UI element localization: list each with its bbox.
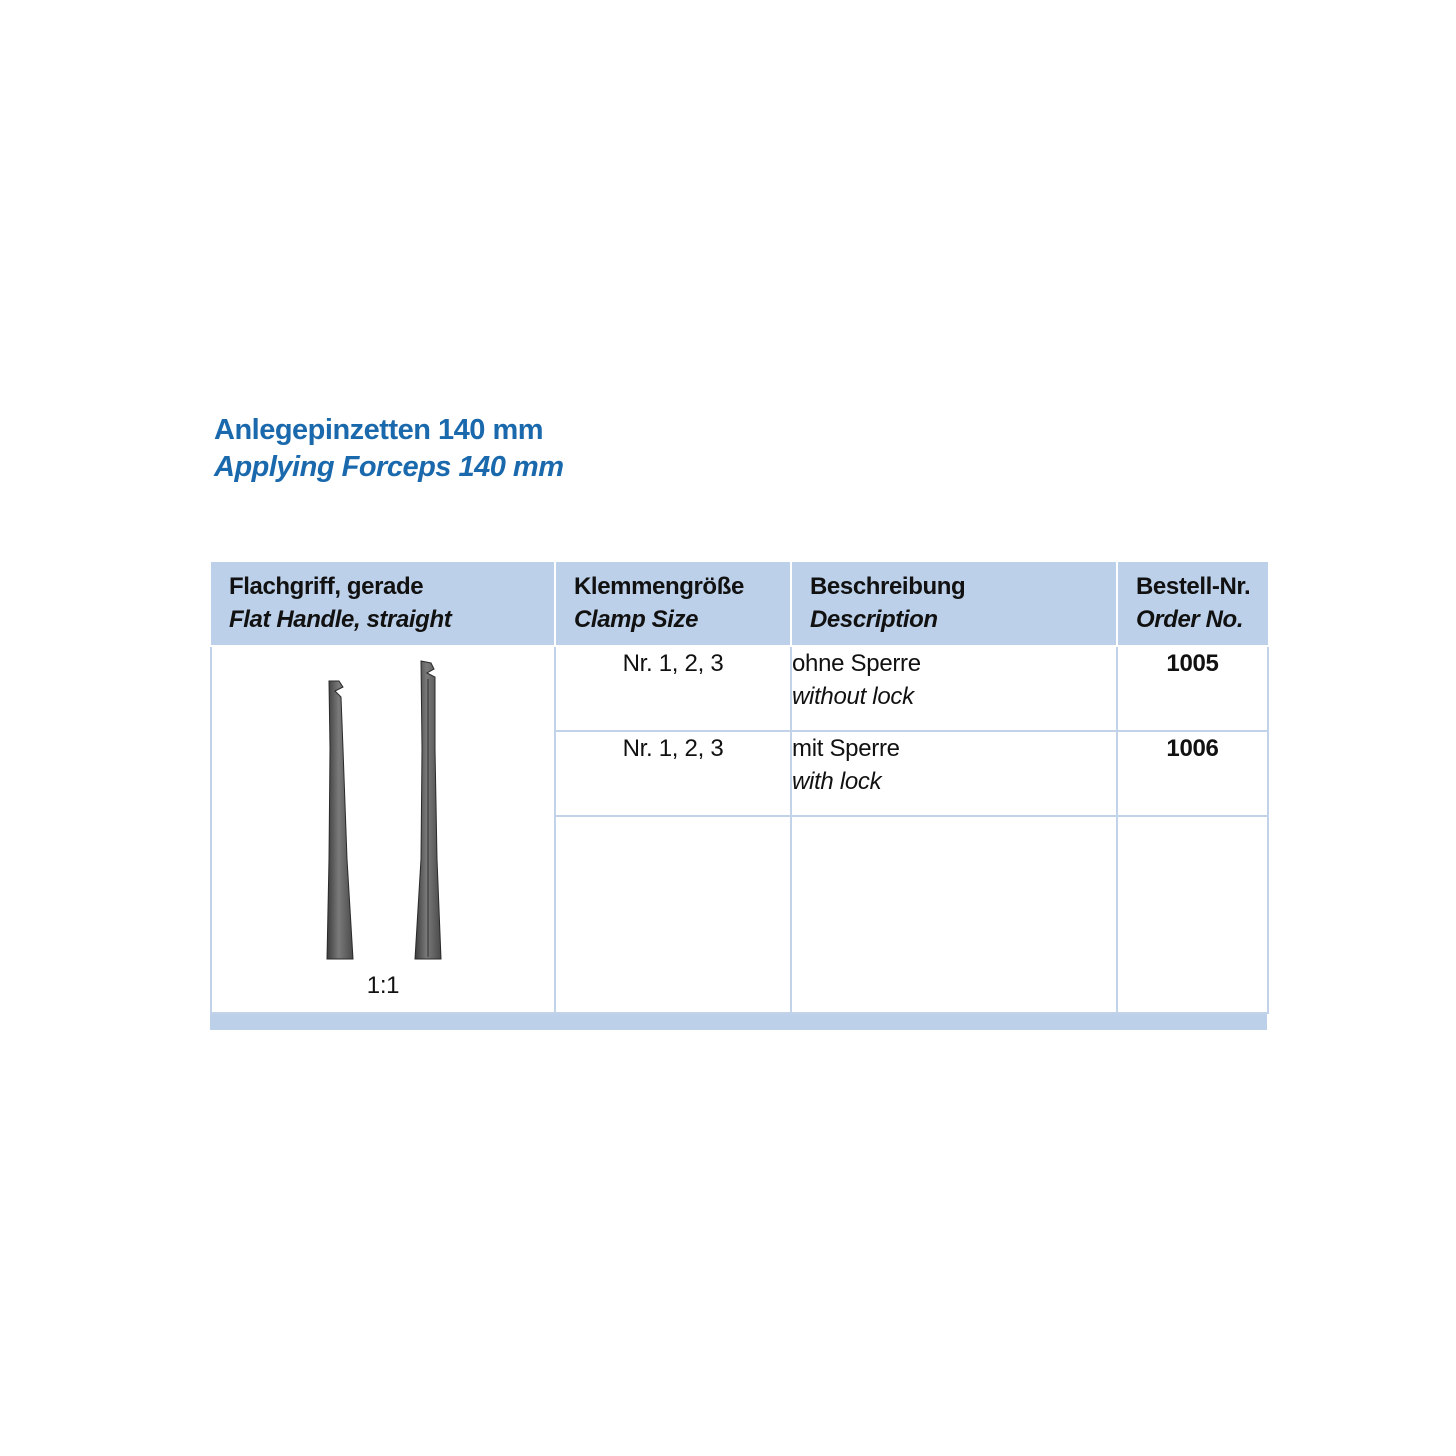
description-cell <box>791 731 1117 816</box>
description-de: mit Sperre <box>792 735 900 762</box>
header-description-en: Description <box>810 606 938 633</box>
clamp-size-cell: Nr. 1, 2, 3 <box>555 646 791 731</box>
order-no-cell: 1006 <box>1117 731 1268 816</box>
header-handle <box>211 562 555 646</box>
product-table <box>210 562 1269 1014</box>
header-order-no-de: Bestell-Nr. <box>1136 573 1251 600</box>
header-order-no-en: Order No. <box>1136 606 1244 633</box>
header-clamp-size-en: Clamp Size <box>574 606 699 633</box>
header-description <box>791 562 1117 646</box>
order-no-cell: 1005 <box>1117 646 1268 731</box>
forceps-icon <box>303 659 463 963</box>
header-description-de: Beschreibung <box>810 573 966 600</box>
product-image-cell <box>211 646 555 1013</box>
page-title-de: Anlegepinzetten 140 mm <box>214 414 544 446</box>
header-handle-de: Flachgriff, gerade <box>229 573 424 600</box>
table-header-row <box>211 562 1268 646</box>
header-order-no <box>1117 562 1268 646</box>
clamp-size-cell: Nr. 1, 2, 3 <box>555 731 791 816</box>
header-clamp-size <box>555 562 791 646</box>
table-footer-bar <box>210 1014 1267 1030</box>
empty-cell <box>791 816 1117 1013</box>
description-en: with lock <box>792 768 882 795</box>
page-title-en: Applying Forceps 140 mm <box>214 451 564 483</box>
description-en: without lock <box>792 683 914 710</box>
table-row <box>211 646 1268 731</box>
title-block <box>214 412 564 486</box>
scale-label: 1:1 <box>366 972 400 999</box>
header-clamp-size-de: Klemmengröße <box>574 573 744 600</box>
empty-cell <box>1117 816 1268 1013</box>
description-cell <box>791 646 1117 731</box>
empty-cell <box>555 816 791 1013</box>
header-handle-en: Flat Handle, straight <box>229 606 452 633</box>
description-de: ohne Sperre <box>792 650 921 677</box>
